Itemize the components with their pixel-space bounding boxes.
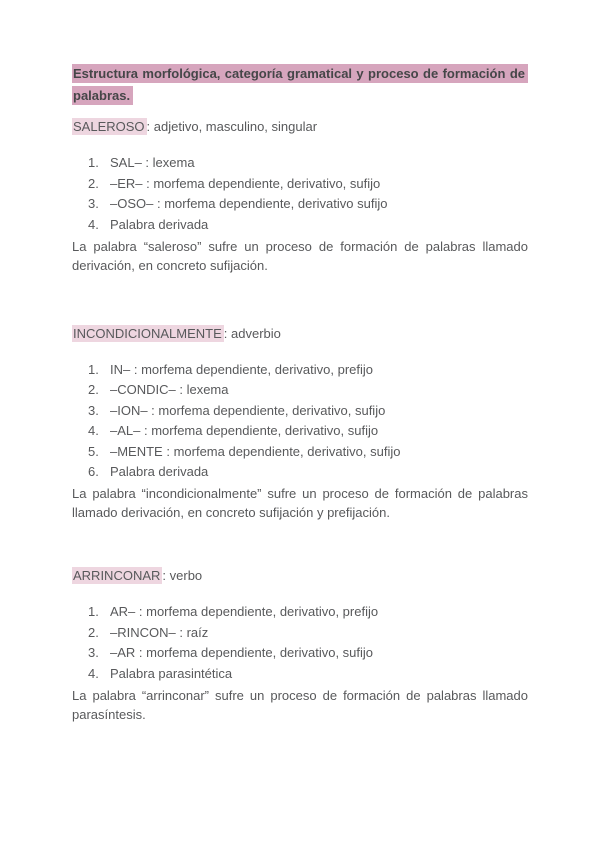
list-item: IN– : morfema dependiente, derivativo, prefijo [110, 361, 374, 377]
list-item: –ER– : morfema dependiente, derivativo, sufijo [110, 175, 381, 191]
list-item: –OSO– : morfema dependiente, derivativo sufijo [110, 196, 388, 211]
morpheme-list [72, 361, 528, 481]
morpheme-list [72, 154, 528, 233]
term-category: : verbo [162, 568, 203, 583]
term-highlight: INCONDICIONALMENTE [73, 325, 222, 341]
list-item: SAL– : lexema [110, 155, 195, 170]
explanation-paragraph: La palabra “arrinconar” sufre un proceso de formación de palabras llamado parasíntesis. [72, 687, 528, 722]
list-item: –AR : morfema dependiente, derivativo, sufijo [110, 645, 374, 660]
title-highlight: Estructura morfológica, categoría gramatical y proceso de formación de palabras. [72, 64, 528, 105]
explanation-paragraph: La palabra “saleroso” sufre un proceso de formación de palabras llamado derivación, en concreto sufijación. [72, 238, 528, 273]
term-highlight: ARRINCONAR [73, 568, 161, 583]
list-item: AR– : morfema dependiente, derivativo, prefijo [110, 604, 379, 619]
document-title [72, 63, 528, 107]
section-saleroso [72, 118, 528, 275]
section-arrinconar [72, 567, 528, 724]
term-line [72, 567, 528, 584]
term-line [72, 325, 528, 342]
list-item: –CONDIC– : lexema [110, 382, 229, 397]
list-item: –RINCON– : raíz [110, 624, 209, 640]
term-line [72, 118, 528, 135]
explanation-paragraph: La palabra “incondicionalmente” sufre un proceso de formación de palabras llamado derivación, en concreto sufijación y prefijación. [72, 486, 528, 520]
list-item: Palabra derivada [110, 216, 209, 232]
list-item: Palabra parasintética [110, 665, 233, 681]
morpheme-list [72, 603, 528, 682]
document-content [72, 63, 528, 724]
section-incondicionalmente [72, 325, 528, 523]
term-highlight: SALEROSO [73, 119, 145, 134]
term-category: : adverbio [223, 325, 281, 341]
list-item: Palabra derivada [110, 464, 209, 479]
list-item: –ION– : morfema dependiente, derivativo, sufijo [110, 402, 386, 418]
list-item: –MENTE : morfema dependiente, derivativo, sufijo [110, 443, 401, 459]
term-category: : adjetivo, masculino, singular [146, 119, 318, 134]
list-item: –AL– : morfema dependiente, derivativo, sufijo [110, 423, 379, 438]
